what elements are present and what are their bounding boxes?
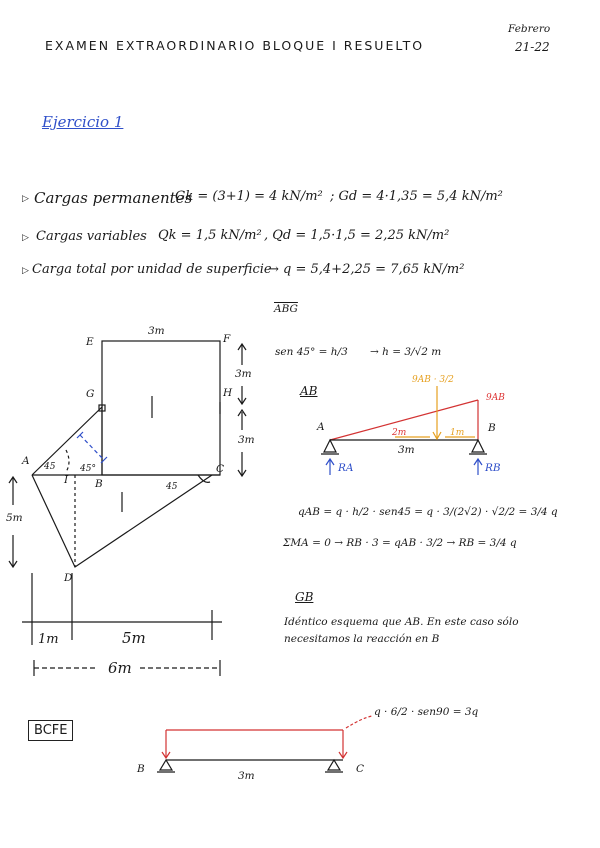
beam-ab-dim-2m: 2m (392, 428, 407, 438)
beam-bcfe-node-c: C (356, 763, 365, 775)
dim-left-5m: 5m (6, 512, 23, 524)
reaction-ra: RA (338, 462, 354, 474)
point-d: D (64, 572, 73, 584)
angle-45-b: 45° (80, 464, 96, 474)
permanent-gk: Gk = (3+1) = 4 kN/m² (175, 189, 323, 204)
triangle-adc (32, 475, 212, 567)
rect-bcfe (102, 341, 220, 475)
point-h: H (223, 387, 233, 399)
point-c: C (216, 463, 225, 475)
moment-equation: ΣMA = 0 → RB · 3 = qAB · 3/2 → RB = 3/4 q (283, 537, 517, 549)
point-f: F (223, 333, 231, 345)
beam-ab-node-b: B (488, 422, 496, 434)
page-title: EXAMEN EXTRAORDINARIO BLOQUE I RESUELTO (45, 38, 425, 53)
bullet-icon: ▷ (22, 266, 29, 276)
angle-45-c: 45 (166, 482, 178, 492)
beam-ab-span: 3m (398, 444, 415, 456)
beam-bcfe-load-eq: q · 6/2 · sen90 = 3q (374, 706, 479, 718)
permanent-loads-label: Cargas permanentes (34, 189, 193, 207)
point-b: B (95, 478, 103, 490)
dim-right-bottom-3m: 3m (238, 434, 255, 446)
permanent-gd: ; Gd = 4·1,35 = 5,4 kN/m² (330, 189, 503, 204)
beam-bcfe-node-b: B (137, 763, 145, 775)
point-i: I (64, 474, 69, 486)
bullet-icon: ▷ (22, 194, 29, 204)
beam-ab-load-max: 9AB (486, 393, 505, 403)
beam-ab-load-label: 9AB · 3/2 (412, 375, 454, 385)
sin-equation: sen 45° = h/3 (275, 346, 348, 358)
variable-qk: Qk = 1,5 kN/m² (158, 228, 262, 243)
beam-ab-title: AB (300, 384, 318, 398)
h-result: → h = 3/√2 m (370, 346, 442, 358)
beam-bcfe-title: BCFE (28, 720, 73, 741)
variable-qd: , Qd = 1,5·1,5 = 2,25 kN/m² (264, 228, 450, 243)
variable-loads-label: Cargas variables (36, 229, 147, 244)
bullet-icon: ▷ (22, 233, 29, 243)
exercise-title: Ejercicio 1 (42, 113, 124, 131)
beam-gb-title: GB (295, 590, 314, 604)
angle-45-a: 45 (44, 462, 56, 472)
beam-ab-dim-1m: 1m (450, 428, 465, 438)
angle-abg-label: $\overline{ABG}$ (274, 303, 298, 315)
reaction-rb: RB (485, 462, 501, 474)
beam-gb-note-line2: necesitamos la reacción en B (284, 633, 440, 645)
total-load-label: Carga total por unidad de superficie (32, 262, 272, 277)
point-e: E (86, 336, 94, 348)
beam-ab-node-a: A (317, 421, 325, 433)
dashed-arc (66, 450, 69, 472)
point-g: G (86, 388, 95, 400)
dim-right-top-3m: 3m (235, 368, 252, 380)
date-month: Febrero (508, 23, 551, 35)
beam-bcfe-span: 3m (238, 770, 255, 782)
dim-top-3m: 3m (148, 325, 165, 337)
beam-gb-note-line1: Idéntico esquema que AB. En este caso sólo (284, 616, 519, 628)
total-load-value: → q = 5,4+2,25 = 7,65 kN/m² (268, 262, 465, 277)
dim-6m: 6m (108, 659, 132, 677)
dim-5m: 5m (122, 629, 146, 647)
dim-1m: 1m (38, 632, 59, 647)
q-ab-equation: qAB = q · h/2 · sen45 = q · 3/(2√2) · √2/2 = 3/4 q (298, 506, 558, 518)
date-year: 21-22 (515, 40, 550, 54)
point-a: A (22, 455, 30, 467)
